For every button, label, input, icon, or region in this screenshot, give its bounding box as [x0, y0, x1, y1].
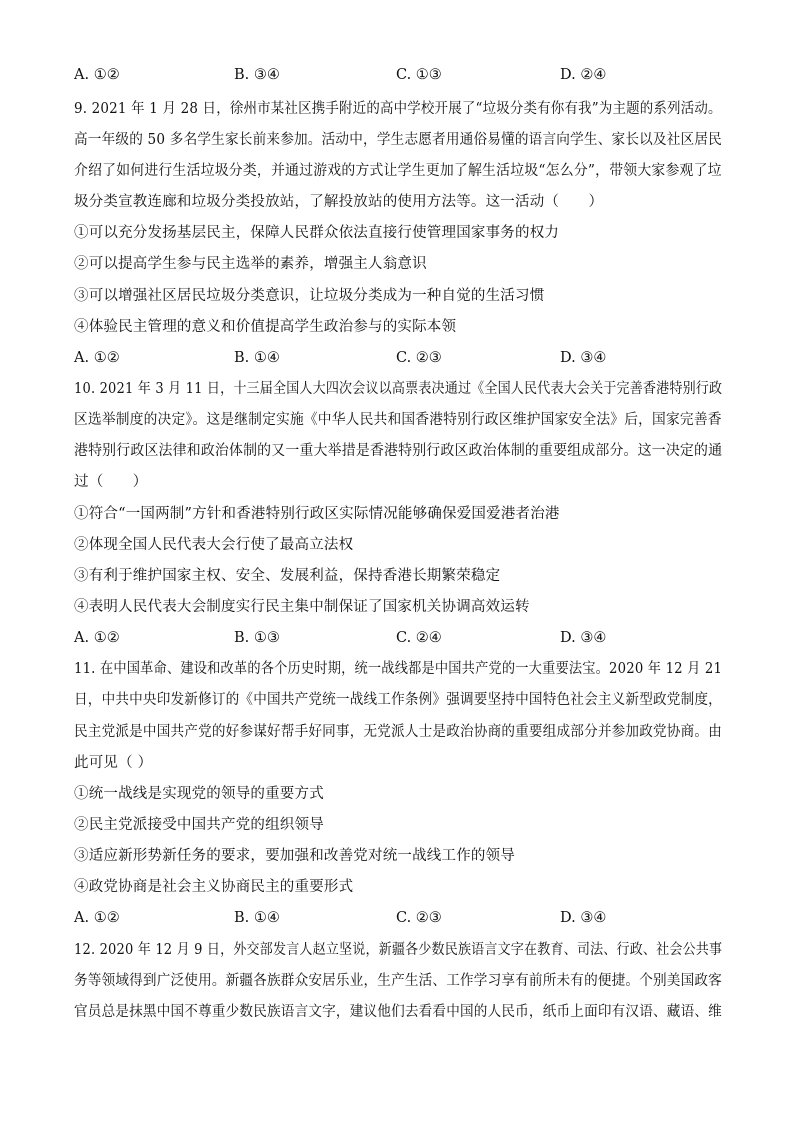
- question-stem-line: 9. 2021 年 1 月 28 日，徐州市某社区携手附近的高中学校开展了“垃圾分类有你有我”为主题的系列活动。: [74, 101, 722, 117]
- option-b: B. ①③: [234, 630, 280, 646]
- statement-item: ②民主党派接受中国共产党的组织领导: [74, 817, 324, 833]
- question-stem-line: 圾分类宣教连廊和垃圾分类投放站，了解投放站的使用方法等。这一活动（ ）: [74, 194, 604, 210]
- option-c: C. ①③: [396, 67, 442, 83]
- question-stem-line: 10. 2021 年 3 月 11 日，十三届全国人大四次会议以高票表决通过《全国人民代表大会关于完善香港特别行政: [74, 381, 723, 397]
- statement-item: ③可以增强社区居民垃圾分类意识，让垃圾分类成为一种自觉的生活习惯: [74, 288, 545, 304]
- statement-item: ④体验民主管理的意义和价值提高学生政治参与的实际本领: [74, 319, 457, 335]
- statement-item: ①统一战线是实现党的领导的重要方式: [74, 786, 324, 802]
- option-a: A. ①②: [74, 910, 120, 926]
- question-stem-line: 区选举制度的决定》。这是继制定实施《中华人民共和国香港特别行政区维护国家安全法》后，国家完善香: [74, 412, 722, 428]
- statement-item: ④政党协商是社会主义协商民主的重要形式: [74, 879, 354, 895]
- option-a: A. ①②: [74, 630, 120, 646]
- option-a: A. ①②: [74, 350, 120, 366]
- question-stem-line: 12. 2020 年 12 月 9 日，外交部发言人赵立坚说，新疆各少数民族语言文字在教育、司法、行政、社会公共事: [74, 942, 723, 958]
- option-c: C. ②③: [396, 910, 442, 926]
- statement-item: ④表明人民代表大会制度实行民主集中制保证了国家机关协调高效运转: [74, 599, 530, 615]
- statement-item: ①可以充分发扬基层民主，保障人民群众依法直接行使管理国家事务的权力: [74, 225, 560, 241]
- statement-item: ③有利于维护国家主权、安全、发展利益，保持香港长期繁荣稳定: [74, 568, 501, 584]
- option-b: B. ①④: [234, 350, 280, 366]
- option-d: D. ②④: [560, 67, 607, 83]
- option-d: D. ③④: [560, 350, 607, 366]
- q8-options: [74, 65, 694, 85]
- question-stem-line: 此可见（ ）: [74, 755, 153, 771]
- question-stem-line: 日，中共中央印发新修订的《中国共产党统一战线工作条例》强调要坚持中国特色社会主义新型政党制度，: [74, 692, 722, 708]
- question-stem-line: 民主党派是中国共产党的好参谋好帮手好同事，无党派人士是政治协商的重要组成部分并参加政党协商。由: [74, 724, 722, 740]
- option-a: A. ①②: [74, 67, 120, 83]
- option-d: D. ③④: [560, 630, 607, 646]
- option-c: C. ②③: [396, 350, 442, 366]
- q10-options: [74, 628, 694, 648]
- question-stem-line: 11. 在中国革命、建设和改革的各个历史时期，统一战线都是中国共产党的一大重要法宝。2020 年 12 月 21: [74, 661, 723, 677]
- question-stem-line: 介绍了如何进行生活垃圾分类，并通过游戏的方式让学生更加了解生活垃圾“怎么分”，带领大家参观了垃: [74, 163, 722, 179]
- option-d: D. ③④: [560, 910, 607, 926]
- question-stem-line: 务等领域得到广泛使用。新疆各族群众安居乐业，生产生活、工作学习享有前所未有的便捷。个别美国政客: [74, 973, 722, 989]
- q9-options: [74, 348, 694, 368]
- statement-item: ③适应新形势新任务的要求，要加强和改善党对统一战线工作的领导: [74, 848, 515, 864]
- option-c: C. ②④: [396, 630, 442, 646]
- statement-item: ②体现全国人民代表大会行使了最高立法权: [74, 537, 354, 553]
- option-b: B. ③④: [234, 67, 280, 83]
- statement-item: ①符合“一国两制”方针和香港特别行政区实际情况能够确保爱国爱港者治港: [74, 506, 560, 522]
- question-stem-line: 港特别行政区法律和政治体制的又一重大举措是香港特别行政区政治体制的重要组成部分。这一决定的通: [74, 443, 723, 459]
- statement-item: ②可以提高学生参与民主选举的素养，增强主人翁意识: [74, 256, 427, 272]
- question-stem-line: 过（ ）: [74, 474, 148, 490]
- q11-options: [74, 908, 694, 928]
- question-stem-line: 官员总是抹黑中国不尊重少数民族语言文字，建议他们去看看中国的人民币，纸币上面印有汉语、藏语、维: [74, 1004, 722, 1020]
- question-stem-line: 高一年级的 50 多名学生家长前来参加。活动中，学生志愿者用通俗易懂的语言向学生、家长以及社区居民: [74, 132, 722, 148]
- option-b: B. ①④: [234, 910, 280, 926]
